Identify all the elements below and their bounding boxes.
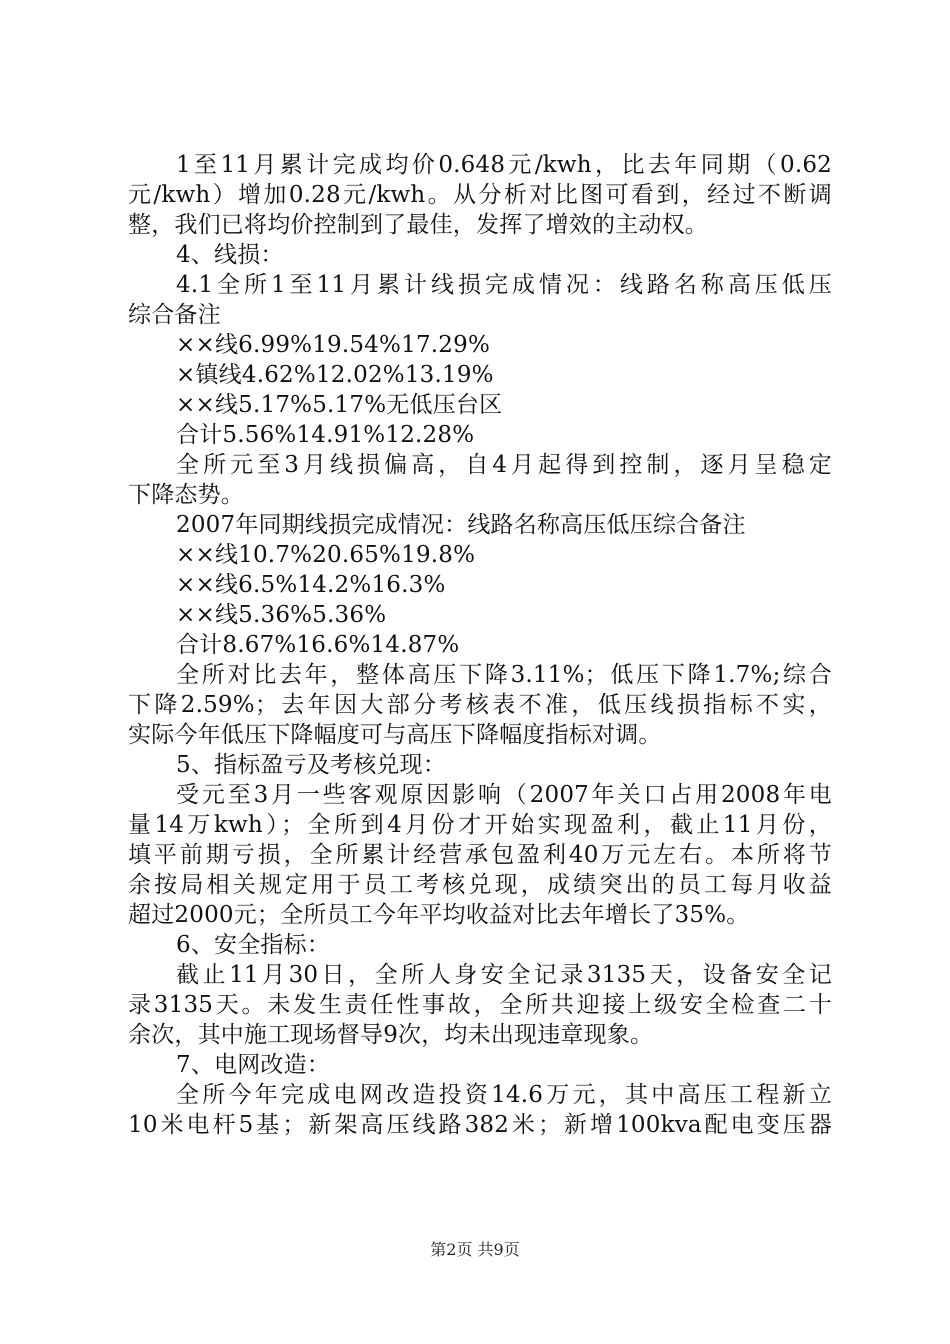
text-line: 6、安全指标： xyxy=(176,932,331,958)
text-line: 4、线损： xyxy=(176,242,284,268)
text-line: 合计5.56%14.91%12.28% xyxy=(176,422,475,448)
text-line: 10米电杆5基；新架高压线路382米；新增100kva配电变压器 xyxy=(128,1112,832,1138)
text-line: 元/kwh）增加0.28元/kwh。从分析对比图可看到，经过不断调 xyxy=(128,182,832,208)
text-line: 全所元至3月线损偏高，自4月起得到控制，逐月呈稳定 xyxy=(176,452,832,478)
text-line: 截止11月30日，全所人身安全记录3135天，设备安全记 xyxy=(176,962,832,988)
text-line: 综合备注 xyxy=(128,302,221,328)
text-line: ××线10.7%20.65%19.8% xyxy=(176,542,476,568)
text-line: 下降态势。 xyxy=(128,482,244,508)
text-line: ×镇线4.62%12.02%13.19% xyxy=(176,362,494,388)
text-line: 2007年同期线损完成情况：线路名称高压低压综合备注 xyxy=(176,512,746,538)
text-line: 录3135天。未发生责任性事故，全所共迎接上级安全检查二十 xyxy=(128,992,832,1018)
text-line: 4.1全所1至11月累计线损完成情况：线路名称高压低压 xyxy=(176,272,832,298)
text-line: 合计8.67%16.6%14.87% xyxy=(176,632,460,658)
text-line: 余按局相关规定用于员工考核兑现，成绩突出的员工每月收益 xyxy=(128,872,832,898)
text-line: 5、指标盈亏及考核兑现： xyxy=(176,752,447,778)
text-line: ××线5.17%5.17%无低压台区 xyxy=(176,392,503,418)
text-line: ××线5.36%5.36% xyxy=(176,602,387,628)
text-line: 下降2.59%；去年因大部分考核表不准，低压线损指标不实， xyxy=(128,692,832,718)
text-line: 全所对比去年，整体高压下降3.11%；低压下降1.7%;综合 xyxy=(176,662,832,688)
text-line: 受元至3月一些客观原因影响（2007年关口占用2008年电 xyxy=(176,782,832,808)
text-line: 1至11月累计完成均价0.648元/kwh，比去年同期（0.62 xyxy=(176,152,832,178)
text-line: ××线6.99%19.54%17.29% xyxy=(176,332,491,358)
text-line: 整，我们已将均价控制到了最佳，发挥了增效的主动权。 xyxy=(128,212,708,238)
document-body xyxy=(128,150,832,1140)
text-line: 7、电网改造： xyxy=(176,1052,331,1078)
text-line: 实际今年低压下降幅度可与高压下降幅度指标对调。 xyxy=(128,722,662,748)
text-line: 余次，其中施工现场督导9次，均未出现违章现象。 xyxy=(128,1022,654,1048)
text-line: 超过2000元；全所员工今年平均收益对比去年增长了35%。 xyxy=(128,902,750,928)
text-line: 填平前期亏损，全所累计经营承包盈利40万元左右。本所将节 xyxy=(128,842,832,868)
text-line: ××线6.5%14.2%16.3% xyxy=(176,572,446,598)
text-line: 全所今年完成电网改造投资14.6万元，其中高压工程新立 xyxy=(176,1082,832,1108)
text-line: 量14万kwh）；全所到4月份才开始实现盈利，截止11月份， xyxy=(128,812,832,838)
page-footer: 第2页 共9页 xyxy=(430,1240,520,1259)
